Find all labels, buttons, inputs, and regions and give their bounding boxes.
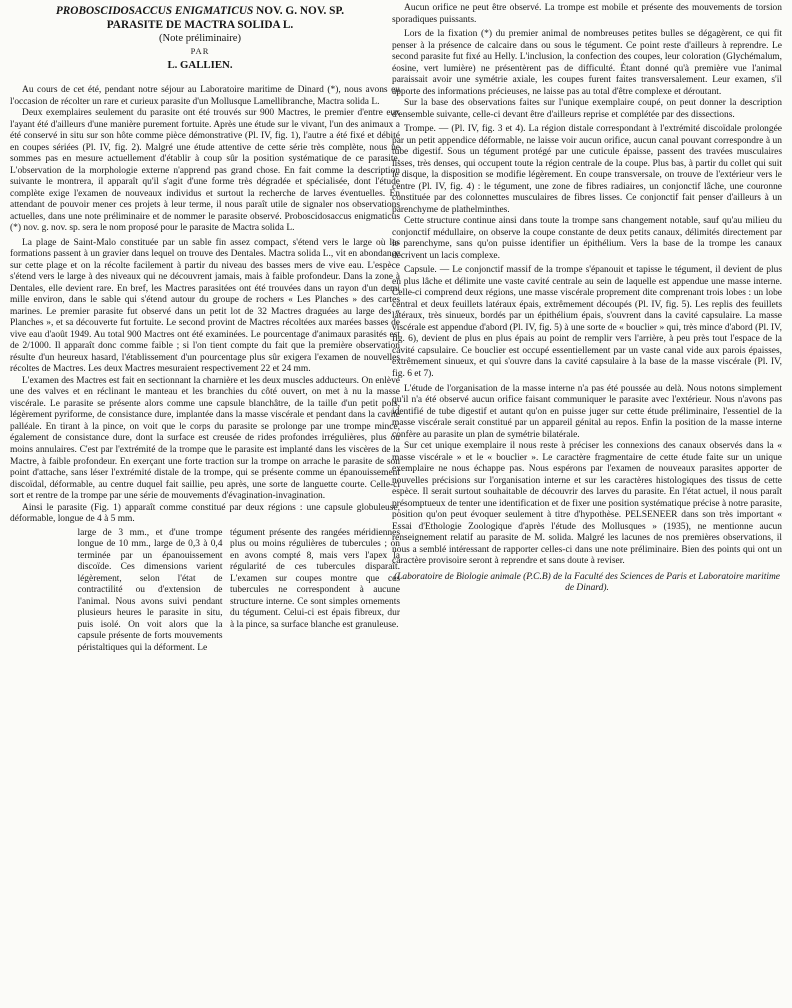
left-column	[10, 85, 400, 654]
paragraph-trompe: Trompe. — (Pl. IV, fig. 3 et 4). La région distale correspondant à l'extrémité discoïdale prolongée par un petit appendice déformable, ne laisse voir aucun orifice, aucun canal pouvant correspondre à un tube digestif. Sous un tégument protégé par une cuticule épaisse, passent des travées musculaires lisses, très denses, qui occupent toute la région centrale de la coupe. Plus bas, à partir du collet qui suit le disque, la disposition se modifie légèrement. En coupe transversale, on trouve de l'extérieur vers le centre (Pl. IV, fig. 4) : le tégument, une zone de fibres radiaires, un conjonctif lâche, une couronne constituée par des colonnettes musculaires de fibres lisses. Ce conjonctif fait penser d'ailleurs à un parenchyme de plathelminthes.	[392, 124, 782, 215]
author-name: L. GALLIEN.	[167, 59, 233, 71]
article-subtitle: PARASITE DE MACTRA SOLIDA L.	[106, 19, 294, 31]
paragraph: Sur la base des observations faites sur l'unique exemplaire coupé, on peut donner la description d'ensemble suivante, celle-ci devant être d'ailleurs reprise et complétée par des dissections.	[392, 98, 782, 120]
paragraph: La plage de Saint-Malo constituée par un sable fin assez compact, s'étend vers le large où les formations passent à un gravier dans lequel on trouve des Dentales. Mactra solida L., vit en abondance sur cette plage et on la récolte facilement à partir du niveau des basses mers de vive eau. L'espèce s'étend vers le large à des niveaux qui ne découvrent jamais, mais à faible profondeur. Dans la zone à Dentales, elle devient rare. En bref, les Mactres parasitées ont été trouvées dans un rayon d'un demi mille environ, dans le sable qui s'étend autour du groupe de rochers « Les Planches » des cartes marines. Le premier parasite fut observé dans un petit lot de 32 Mactres draguées au large des « Planches », et sa découverte fut fortuite. Le second provint de Mactres récoltées aux marées basses de vive eau d'août 1949. Au total 900 Mactres ont été examinées. Le pourcentage d'animaux parasités est de 2/1000. Il apparaît donc comme faible ; si l'on tient compte du fait que la première observation résulte d'un heureux hasard, l'établissement d'un pourcentage plus sûr exigera l'examen de nouvelles récoltes de Mactres. Les deux Mactres mesuraient respectivement 22 et 24 mm.	[10, 237, 400, 375]
title-genus: PROBOSCIDOSACCUS ENIGMATICUS	[55, 5, 254, 17]
paragraph: Lors de la fixation (*) du premier animal de nombreuses petites bulles se dégagèrent, ce qui fit penser à la présence de calcaire dans ou sous le tégument. Ce point reste d'ailleurs à reprendre. Le second parasite fut fixé au Helly. L'inclusion, la confection des coupes, leur coloration (Glychémalum, éosine, vert lumière) ne présentèrent pas de difficulté. Étant donné qu'à première vue l'animal paraissait avoir une symétrie axiale, les coupes furent faites transversalement. Leur examen, s'il apporte des informations précieuses, ne laisse pas au total d'être complexe et déroutant.	[392, 29, 782, 97]
paragraph-capsule: Capsule. — Le conjonctif massif de la trompe s'épanouit et tapisse le tégument, il devient de plus en plus lâche et délimite une vaste cavité centrale au sein de laquelle est appendue une masse interne. Celle-ci comprend deux régions, une masse viscérale proprement dite comprenant trois lobes : un lobe central et deux feuillets latéraux épais, extrêmement découpés (Pl. IV, fig. 5). Les replis des feuillets latéraux, très sinueux, bordés par un épithélium épais, s'ouvrent dans la cavité capsulaire. La masse viscérale est appendue d'abord (Pl. IV, fig. 5) à une sorte de « bouclier » qui, très mince d'abord (Pl. IV, fig. 6), devient de plus en plus épais au point de remplir vers l'arrière, à peu près tout l'espace de la cavité capsulaire. Ce bouclier est occupé essentiellement par un vaste canal vide aux parois épaisses, extrêmement sinueux, et qui s'ouvre dans la cavité capsulaire à la base de la masse viscérale (Pl. IV, fig. 6 et 7).	[392, 265, 782, 379]
paragraph: Sur cet unique exemplaire il nous reste à préciser les connexions des canaux observés dans la « masse viscérale » et le « bouclier ». Le caractère fragmentaire de cette étude faite sur un unique exemplaire ne nous échappe pas. Nous espérons par l'examen de nouveaux parasites apporter de nouvelles précisions sur l'organisation interne et sur les caractères histologiques des tissus de cette espèce. Il serait surtout souhaitable de découvrir des larves du parasite. En l'état actuel, il nous paraît présomptueux de tenter une identification et de fixer une position systématique précise à notre parasite, position qu'on peut évoquer seulement à titre d'hypothèse. PELSENEER dans son très important « Essai d'Ethologie Zoologique d'après l'étude des Mollusques » (1935), ne mentionne aucun renseignement relatif au parasite de M. solida. Malgré les lacunes de nos premières observations, il nous a semblé intéressant de rapporter celles-ci dans une note préliminaire. Bien des points qui ont un caractère provisoire seront à reprendre et sans doute à reviser.	[392, 441, 782, 567]
affiliation-footer: (Laboratoire de Biologie animale (P.C.B) de la Faculté des Sciences de Paris et Laboratoire maritime de Dinard).	[394, 571, 780, 594]
paragraph: L'examen des Mactres est fait en sectionnant la charnière et les deux muscles adducteurs. On enlève une des valves et en réclinant le manteau et les branchies du côté ouvert, on met à nu la masse viscérale. Le parasite se présente alors comme une capsule blanchâtre, de la taille d'un petit pois, légèrement pyriforme, de consistance dure, implantée dans la masse viscérale et pendant dans la cavité palléale. En tirant à la pince, on voit que le corps du parasite se prolonge par une trompe mince, également de consistance dure, dont la surface est creusée de rides profondes irrégulières, plus ou moins annulaires. C'est par l'extrémité de la trompe que le parasite est implanté dans les viscères de la Mactre, à faible profondeur. En exerçant une forte traction sur la trompe on arrache le parasite de son point d'attache, sans léser l'extrémité distale de la trompe, qui se présente comme un épanouissement discoïdal, déformable, au centre duquel fait saillie, peu après, une sorte de languette courte. Celle-ci sort et rentre de la trompe par une série de mouvements d'évagination-invagination.	[10, 375, 400, 502]
paragraph: Au cours de cet été, pendant notre séjour au Laboratoire maritime de Dinard (*), nous avons eu l'occasion de récolter un rare et curieux parasite d'un Mollusque Lamellibranche, Mactra solida L.	[10, 85, 400, 107]
narrow-column-left: large de 3 mm., et d'une trompe longue de 10 mm., large de 0,3 à 0,4 terminée par un épanouissement discoïde. Ces dimensions varient légèrement, selon l'état de contractilité ou d'extension de l'animal. Nous avons suivi pendant plusieurs heures le parasite in situ, puis isolé. On voit alors que la capsule présente de forts mouvements péristaltiques qui la déforment. Le	[77, 527, 223, 653]
article-title	[0, 4, 400, 18]
note-label: (Note préliminaire)	[158, 33, 242, 44]
title-rest: NOV. G. NOV. SP.	[253, 5, 345, 17]
paragraph: Cette structure continue ainsi dans toute la trompe sans changement notable, sauf qu'au milieu du conjonctif médullaire, on observe la coupe constante de deux petits canaux, délimités directement par le parenchyme, sans qu'on puisse identifier un épithélium. Vers la base de la trompe les canaux décrivent un lacis complexe.	[392, 216, 782, 261]
paragraph: Ainsi le parasite (Fig. 1) apparaît comme constitué par deux régions : une capsule globuleuse, déformable, longue de 4 à 5 mm.	[10, 502, 400, 525]
narrow-columns	[10, 528, 400, 655]
right-column	[392, 3, 782, 595]
figure-space	[10, 528, 70, 655]
article-header	[0, 4, 400, 72]
paragraph: Deux exemplaires seulement du parasite ont été trouvés sur 900 Mactres, le premier d'entre eux l'ayant été d'ailleurs d'une manière purement fortuite. Après une étude sur le vivant, l'un des animaux a été conservé in situ sur son hôte comme pièce démonstrative (Pl. IV, fig. 1), l'autre a été fixé et débité en coupes sériées (Pl. IV, fig. 2). Malgré une étude attentive de cette série très complète, nous ne sommes pas en mesure actuellement d'établir à coup sûr la position systématique de ce parasite. L'observation de la morphologie externe n'apprend pas grand chose. En fait comme la description suivante le montrera, il apparaît qu'il s'agit d'une forme très dégradée et spécialisée, dont l'étude complète exige l'examen de nouveaux individus et surtout la recherche de larves éventuelles. En attendant de pouvoir mener ces projets à leur terme, il nous paraît utile de signaler nos observations actuelles, dans une note préliminaire et de nommer le parasite observé. Proboscidosaccus enigmaticus (*) nov. g. nov. sp. sera le nom proposé pour le parasite de Mactra solida L.	[10, 108, 400, 234]
paragraph: Aucun orifice ne peut être observé. La trompe est mobile et présente des mouvements de torsion sporadiques puissants.	[392, 3, 782, 25]
by-label: PAR	[190, 46, 210, 56]
narrow-column-right: tégument présente des rangées méridiennes plus ou moins régulières de tubercules ; on en avons compté 8, mais vers l'apex la régularité de ces tubercules disparaît. L'examen sur coupes montre que ces tubercules ne correspondent à aucune structure interne. Ce sont simples ornements du tégument. Celui-ci est épais fibreux, dur à la pince, sa surface blanche est granuleuse.	[230, 527, 400, 630]
paragraph: L'étude de l'organisation de la masse interne n'a pas été poussée au delà. Nous notons simplement qu'il n'a été observé aucun orifice faisant communiquer le parasite avec l'extérieur. Nous n'avons pas identifié de tube digestif et autant qu'on en puisse juger sur cette étude préliminaire, l'essentiel de la masse viscérale serait constitué par un appareil génital au repos. Enfin la position de la masse interne confère au parasite un plan de symétrie bilatérale.	[392, 383, 782, 440]
